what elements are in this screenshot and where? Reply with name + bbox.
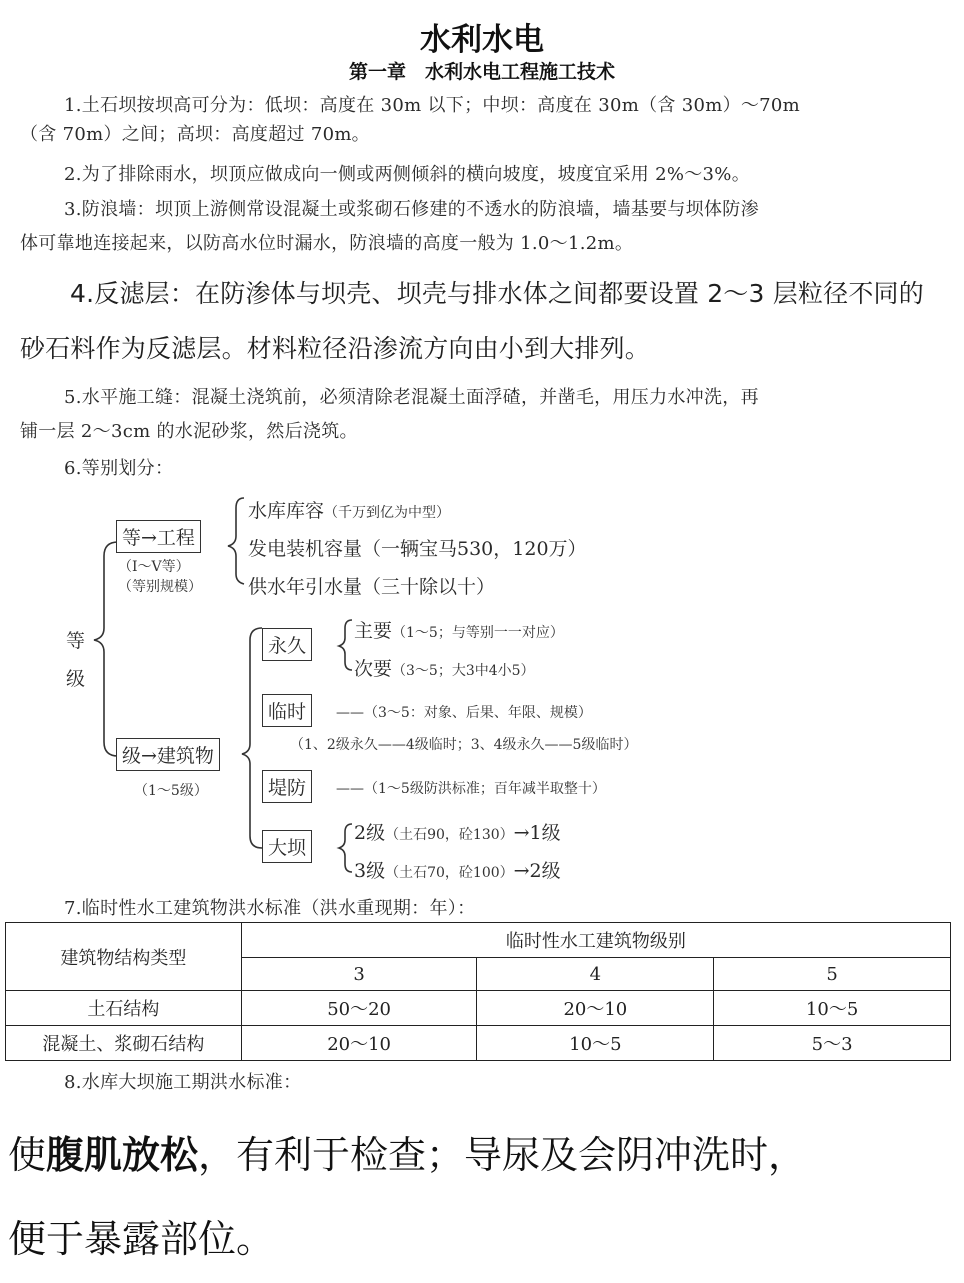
engineering-note-1: （Ⅰ～Ⅴ等）	[118, 559, 190, 575]
item-7: 7.临时性水工建筑物洪水标准（洪水重现期：年）：	[64, 898, 476, 919]
temporary-note: ——（3～5：对象、后果、年限、规模）	[336, 705, 592, 721]
table-cell: 10～5	[477, 1026, 714, 1061]
engineering-note-2: （等别规模）	[118, 579, 202, 595]
root-brace	[94, 542, 118, 756]
dam-level-2-label: 2级	[354, 822, 386, 844]
dam-level-2-note: （土石90，砼130）	[385, 827, 514, 843]
permanent-box: 永久	[262, 628, 312, 661]
building-box: 级→建筑物	[116, 738, 220, 771]
table-cell: 20～10	[477, 991, 714, 1026]
engineering-item-1	[248, 496, 450, 523]
item-1-line-1: 1.土石坝按坝高可分为：低坝：高度在 30m 以下；中坝：高度在 30m（含 30m）～70m	[64, 95, 801, 116]
levee-note: ——（1～5级防洪标准；百年减半取整十）	[336, 781, 606, 797]
item-4-line-1: 4.反滤层：在防渗体与坝壳、坝壳与排水体之间都要设置 2～3 层粒径不同的	[70, 279, 924, 308]
dam-box: 大坝	[262, 830, 312, 863]
root-label-2: 级	[66, 668, 86, 690]
flood-standard-table	[5, 922, 951, 1061]
permanent-secondary	[354, 654, 535, 681]
building-note: （1～5级）	[134, 783, 208, 799]
page-title: 水利水电	[420, 22, 544, 58]
permanent-main-label: 主要	[354, 620, 393, 642]
item-4-line-2: 砂石料作为反滤层。材料粒径沿渗流方向由小到大排列。	[20, 334, 651, 363]
item-8: 8.水库大坝施工期洪水标准：	[64, 1072, 302, 1093]
engineering-box: 等→工程	[116, 520, 201, 553]
temporary-box: 临时	[262, 694, 312, 727]
engineering-brace	[228, 498, 244, 584]
table-group-header: 临时性水工建筑物级别	[241, 923, 950, 958]
root-label-1: 等	[66, 630, 86, 652]
table-row	[6, 991, 951, 1026]
dam-level-3-label: 3级	[354, 860, 386, 882]
item-1-line-2: （含 70m）之间；高坝：高度超过 70m。	[20, 124, 370, 145]
caption-line-1	[8, 1124, 806, 1179]
dam-level-3-result: →2级	[513, 860, 561, 882]
dam-level-3-note: （土石70，砼100）	[385, 865, 514, 881]
chapter-title: 第一章 水利水电工程施工技术	[348, 61, 615, 83]
item-5-line-2: 铺一层 2～3cm 的水泥砂浆，然后浇筑。	[20, 421, 358, 442]
table-row	[6, 1026, 951, 1061]
permanent-brace	[339, 620, 352, 670]
item-6: 6.等别划分：	[64, 458, 174, 479]
dam-level-3	[354, 856, 561, 883]
table-level-header: 5	[714, 958, 951, 991]
table-cell: 50～20	[241, 991, 477, 1026]
permanent-secondary-note: （3～5；大3中4小5）	[392, 663, 535, 679]
table-level-header: 4	[477, 958, 714, 991]
table-cell: 5～3	[714, 1026, 951, 1061]
table-cell: 10～5	[714, 991, 951, 1026]
table-cell-type: 土石结构	[6, 991, 242, 1026]
engineering-item-1-note: （千万到亿为中型）	[324, 505, 451, 521]
item-3-line-2: 体可靠地连接起来，以防高水位时漏水，防浪墙的高度一般为 1.0～1.2m。	[20, 233, 634, 254]
caption-bold: 腹肌放松	[46, 1133, 199, 1177]
item-5-line-1: 5.水平施工缝：混凝土浇筑前，必须清除老混凝土面浮碴，并凿毛，用压力水冲洗，再	[64, 387, 759, 408]
table-cell-type: 混凝土、浆砌石结构	[6, 1026, 242, 1061]
temporary-note-2: （1、2级永久——4级临时；3、4级永久——5级临时）	[290, 737, 638, 753]
table-row-header: 建筑物结构类型	[6, 923, 242, 991]
levee-box: 堤防	[262, 770, 312, 803]
caption-line-2: 便于暴露部位。	[8, 1217, 275, 1261]
permanent-main	[354, 616, 564, 643]
caption-part-2: ，有利于检查；导尿及会阴冲洗时，	[198, 1133, 807, 1177]
permanent-main-note: （1～5；与等别一一对应）	[392, 625, 564, 641]
item-3-line-1: 3.防浪墙：坝顶上游侧常设混凝土或浆砌石修建的不透水的防浪墙，墙基要与坝体防渗	[64, 199, 759, 220]
permanent-secondary-label: 次要	[354, 658, 393, 680]
item-2: 2.为了排除雨水，坝顶应做成向一侧或两侧倾斜的横向坡度，坡度宜采用 2%～3%。	[64, 164, 751, 185]
table-level-header: 3	[241, 958, 477, 991]
dam-brace	[339, 824, 352, 872]
dam-level-2-result: →1级	[513, 822, 561, 844]
caption-part-1: 使	[8, 1133, 47, 1177]
building-brace	[242, 628, 262, 848]
dam-level-2	[354, 818, 561, 845]
table-cell: 20～10	[241, 1026, 477, 1061]
engineering-item-2: 发电装机容量（一辆宝马530，120万）	[248, 538, 587, 560]
engineering-item-1-label: 水库库容	[248, 500, 325, 522]
engineering-item-3: 供水年引水量（三十除以十）	[248, 576, 496, 598]
